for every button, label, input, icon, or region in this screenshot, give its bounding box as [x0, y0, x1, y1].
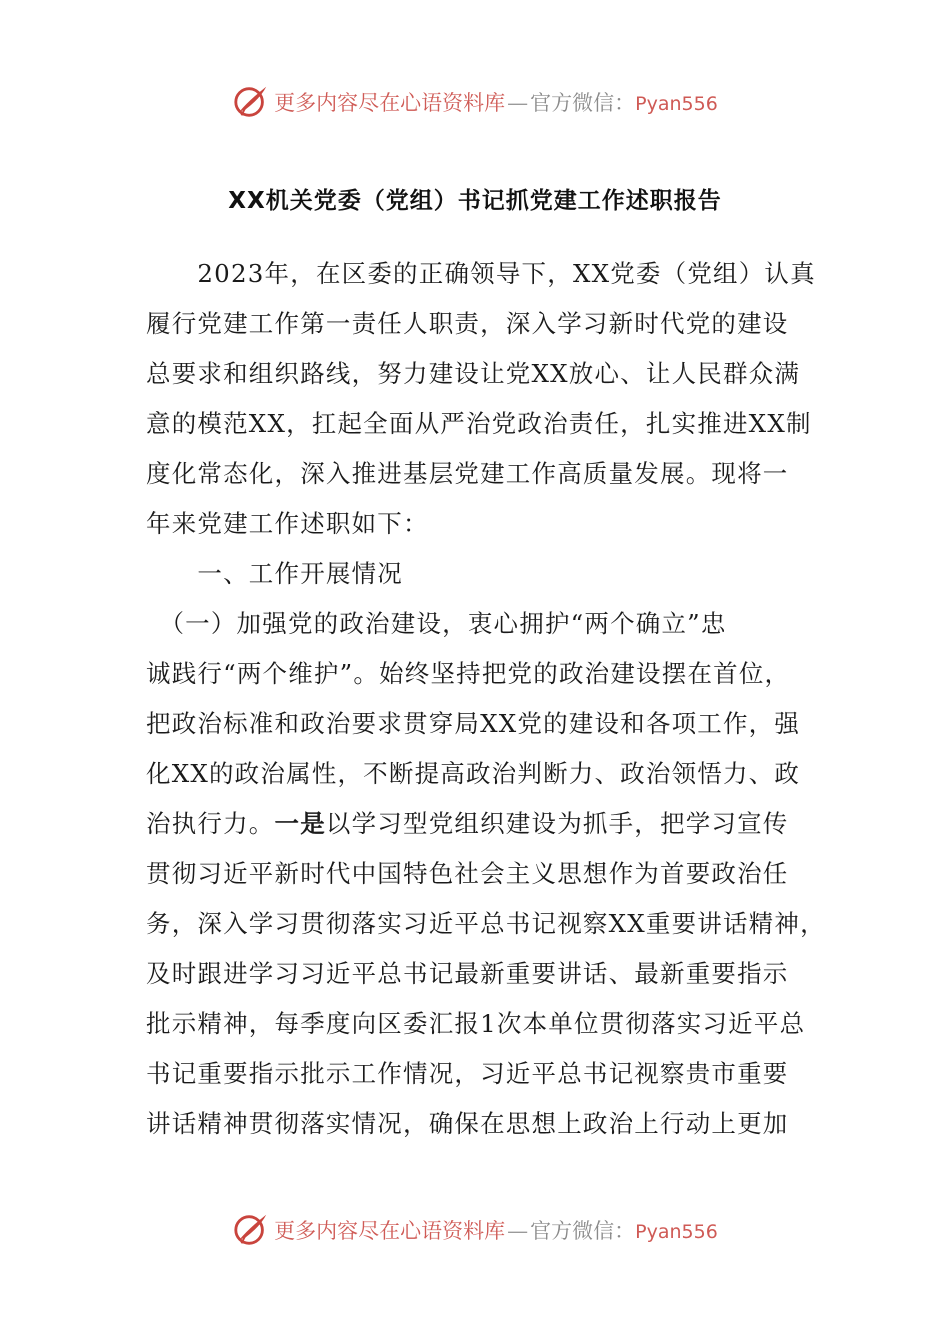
- watermark-brand: 更多内容尽在心语资料库: [274, 1219, 506, 1243]
- body-line: 诚践行“两个维护”。始终坚持把党的政治建设摆在首位，: [146, 659, 791, 688]
- body-line-start: 治执行力。: [146, 809, 275, 838]
- body-line: 书记重要指示批示工作情况，习近平总书记视察贵市重要: [146, 1059, 789, 1088]
- body-line: [146, 805, 789, 840]
- watermark-text: [274, 1215, 718, 1245]
- watermark-wechat-id: Pyan556: [635, 93, 718, 115]
- subsection-heading: （一）加强党的政治建设，衷心拥护“两个确立”忠: [146, 609, 727, 638]
- watermark-brand: 更多内容尽在心语资料库: [274, 91, 506, 115]
- watermark-separator: —: [507, 91, 529, 115]
- body-line: 化XX的政治属性，不断提高政治判断力、政治领悟力、政: [146, 759, 801, 788]
- body-line: 总要求和组织路线，努力建设让党XX放心、让人民群众满: [146, 359, 801, 388]
- watermark-banner-top: [0, 82, 950, 122]
- quill-logo-icon: [232, 1211, 270, 1249]
- watermark-separator: —: [507, 1219, 529, 1243]
- body-line: 把政治标准和政治要求贯穿局XX党的建设和各项工作，强: [146, 709, 801, 738]
- body-line-rest: 以学习型党组织建设为抓手，把学习宣传: [325, 809, 789, 838]
- watermark-label: 官方微信：: [530, 91, 636, 115]
- body-line: 贯彻习近平新时代中国特色社会主义思想作为首要政治任: [146, 859, 789, 888]
- body-line: 务，深入学习贯彻落实习近平总书记视察XX重要讲话精神，: [146, 909, 826, 938]
- body-line: 2023年，在区委的正确领导下，XX党委（党组）认真: [146, 259, 816, 288]
- document-title: XX机关党委（党组）书记抓党建工作述职报告: [228, 188, 722, 214]
- watermark-wechat-id: Pyan556: [635, 1221, 718, 1243]
- quill-logo-icon: [232, 83, 270, 121]
- section-heading: 一、工作开展情况: [146, 559, 403, 588]
- body-line: 度化常态化，深入推进基层党建工作高质量发展。现将一: [146, 459, 789, 488]
- watermark-banner-bottom: [0, 1210, 950, 1250]
- body-line: 及时跟进学习习近平总书记最新重要讲话、最新重要指示: [146, 959, 789, 988]
- body-line: 履行党建工作第一责任人职责，深入学习新时代党的建设: [146, 309, 789, 338]
- watermark-label: 官方微信：: [530, 1219, 636, 1243]
- watermark-text: [274, 87, 718, 117]
- body-line: 意的模范XX，扛起全面从严治党政治责任，扎实推进XX制: [146, 409, 812, 438]
- bold-phrase: 一是: [274, 809, 326, 838]
- body-line: 批示精神，每季度向区委汇报1次本单位贯彻落实习近平总: [146, 1009, 806, 1038]
- body-line: 年来党建工作述职如下：: [146, 509, 429, 538]
- body-line: 讲话精神贯彻落实情况，确保在思想上政治上行动上更加: [146, 1109, 789, 1138]
